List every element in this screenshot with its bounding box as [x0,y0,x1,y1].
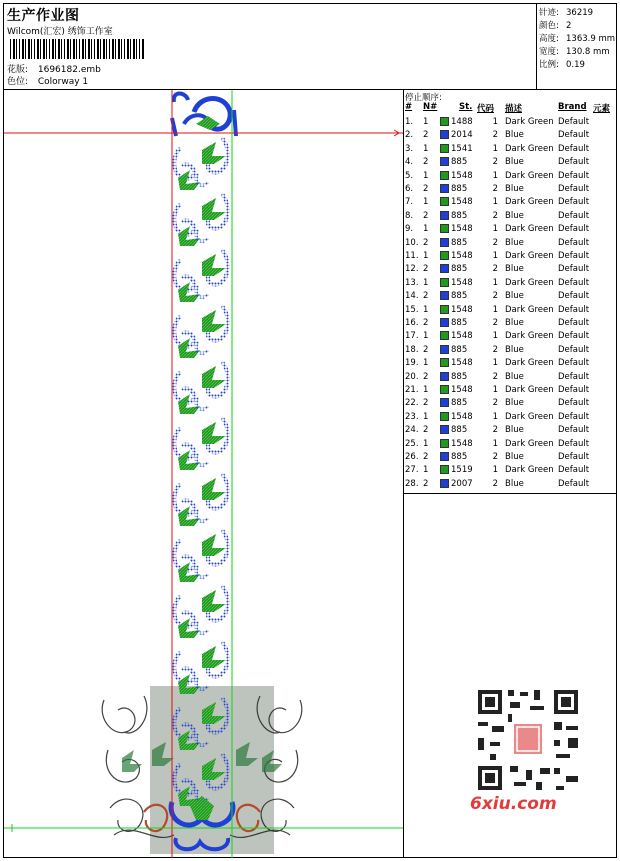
stop-row [404,250,616,263]
col-description: 描述 [505,104,523,114]
stop-row [404,210,616,223]
stop-index: 21. [405,385,419,395]
color-swatch [440,197,449,206]
stop-code: 1 [492,117,498,127]
stop-row [404,344,616,357]
stop-description: Dark Green [505,358,554,369]
stop-index: 18. [405,344,419,355]
stop-row [404,464,616,477]
stop-row [404,223,616,236]
stop-needle: 2 [423,318,429,328]
stop-stitches: 1548 [451,358,473,369]
stop-needle: 2 [423,210,429,221]
stop-code: 2 [492,130,498,141]
stop-sequence-header [404,102,616,115]
color-swatch [440,318,449,327]
stop-needle: 1 [423,465,429,476]
stop-description: Dark Green [505,224,554,235]
stop-index: 28. [405,478,419,489]
stop-row [404,478,616,491]
color-swatch [440,412,449,421]
stop-row [404,384,616,397]
stop-stitches: 885 [451,452,468,462]
color-swatch [440,211,449,220]
stop-stitches: 2014 [451,130,473,141]
stop-stitches: 885 [451,425,468,436]
stat-colors: 颜色: 2 [539,21,572,31]
stop-stitches: 1519 [451,465,473,476]
stop-brand: Default [558,331,590,342]
stop-code: 2 [492,318,498,328]
stop-index: 7. [405,197,414,208]
color-swatch [440,398,449,407]
stop-description: Blue [505,478,524,489]
stop-needle: 1 [423,411,429,422]
color-swatch [440,144,449,153]
stop-needle: 1 [423,358,429,369]
stop-stitches: 885 [451,237,468,248]
stop-description: Dark Green [505,277,554,288]
stop-brand: Default [558,197,590,208]
stop-code: 2 [492,371,498,382]
header-info [4,4,536,90]
stop-index: 4. [405,157,414,168]
stop-row [404,143,616,156]
stop-index: 13. [405,277,419,288]
stop-needle: 2 [423,184,429,194]
stop-code: 1 [492,438,498,449]
design-preview [4,90,404,858]
stop-description: Blue [505,318,524,328]
stop-description: Blue [505,452,524,462]
stop-index: 24. [405,425,419,436]
stop-description: Dark Green [505,117,554,127]
stop-stitches: 885 [451,157,468,168]
stop-row [404,397,616,410]
stop-row [404,129,616,142]
stop-row [404,263,616,276]
stop-code: 2 [492,291,498,302]
stop-index: 5. [405,170,414,181]
stop-stitches: 885 [451,318,468,328]
stop-stitches: 2007 [451,478,473,489]
stop-sequence-panel [404,90,616,494]
stop-description: Dark Green [505,331,554,342]
stop-needle: 2 [423,157,429,168]
stat-stitches: 针迹: 36219 [539,8,594,18]
stop-index: 26. [405,452,419,462]
col-brand: Brand [558,102,587,112]
stop-description: Dark Green [505,170,554,181]
color-swatch [440,117,449,126]
stop-stitches: 1548 [451,277,473,288]
stop-row [404,357,616,370]
col-code: 代码 [477,104,495,114]
stop-index: 10. [405,237,419,248]
stop-index: 23. [405,411,419,422]
stop-row [404,290,616,303]
stop-code: 1 [492,251,498,261]
stop-row [404,451,616,464]
stop-index: 17. [405,331,419,342]
stop-brand: Default [558,318,590,328]
stop-index: 11. [405,251,419,261]
stop-needle: 2 [423,425,429,436]
colorway-value: Colorway 1 [37,77,89,87]
stop-description: Blue [505,210,524,221]
color-swatch [440,331,449,340]
stop-code: 1 [492,465,498,476]
stop-code: 1 [492,385,498,395]
stat-scale: 比例: 0.19 [539,60,585,70]
stop-index: 15. [405,304,419,315]
stop-code: 2 [492,237,498,248]
stop-needle: 1 [423,224,429,235]
stop-brand: Default [558,344,590,355]
qr-code-image [470,682,586,812]
stop-needle: 2 [423,371,429,382]
stop-row [404,156,616,169]
stop-index: 14. [405,291,419,302]
stop-needle: 1 [423,277,429,288]
stop-description: Blue [505,184,524,194]
color-swatch [440,385,449,394]
stop-description: Dark Green [505,438,554,449]
color-swatch [440,465,449,474]
stop-description: Blue [505,264,524,275]
color-swatch [440,479,449,488]
stop-code: 1 [492,224,498,235]
design-label: 花版: [7,65,29,75]
stop-code: 1 [492,197,498,208]
stop-needle: 2 [423,264,429,275]
stop-stitches: 885 [451,184,468,194]
stop-brand: Default [558,358,590,369]
stop-row [404,237,616,250]
stop-row [404,277,616,290]
stop-needle: 2 [423,237,429,248]
stop-description: Blue [505,157,524,168]
stop-code: 1 [492,331,498,342]
color-swatch [440,305,449,314]
stop-row [404,304,616,317]
stop-needle: 2 [423,344,429,355]
stop-row [404,317,616,330]
stop-code: 1 [492,411,498,422]
stop-stitches: 1548 [451,438,473,449]
stop-stitches: 1548 [451,251,473,261]
stop-stitches: 1488 [451,117,473,127]
stop-code: 2 [492,398,498,409]
stop-brand: Default [558,465,590,476]
color-swatch [440,171,449,180]
stop-brand: Default [558,385,590,395]
stop-description: Blue [505,130,524,141]
stop-stitches: 885 [451,371,468,382]
stop-brand: Default [558,438,590,449]
color-swatch [440,264,449,273]
design-file: 1696182.emb [37,65,101,75]
stop-brand: Default [558,371,590,382]
col-element: 元素 [593,104,611,114]
stop-stitches: 1548 [451,304,473,315]
color-swatch [440,358,449,367]
studio-name: Wilcom(汇宏) 绣饰工作室 [7,27,113,37]
stop-index: 25. [405,438,419,449]
color-swatch [440,251,449,260]
stop-row [404,183,616,196]
page-title: 生产作业图 [7,8,80,24]
watermark-brand: 6xiu.com [470,794,557,814]
stop-needle: 2 [423,291,429,302]
stop-needle: 2 [423,452,429,462]
stop-description: Dark Green [505,251,554,261]
col-stitches: St. [459,102,473,112]
stop-description: Dark Green [505,385,554,395]
stop-row [404,438,616,451]
stop-description: Blue [505,291,524,302]
stop-code: 1 [492,277,498,288]
stop-description: Dark Green [505,411,554,422]
stop-description: Blue [505,344,524,355]
color-swatch [440,425,449,434]
stop-brand: Default [558,304,590,315]
color-swatch [440,278,449,287]
color-swatch [440,130,449,139]
stop-description: Blue [505,398,524,409]
stop-description: Dark Green [505,197,554,208]
stop-code: 2 [492,452,498,462]
stop-needle: 2 [423,130,429,141]
stop-index: 8. [405,210,414,221]
col-needle: N# [423,102,438,112]
stop-brand: Default [558,411,590,422]
stop-description: Dark Green [505,143,554,154]
stop-stitches: 1548 [451,170,473,181]
stop-index: 6. [405,184,414,194]
stop-code: 1 [492,143,498,154]
stop-index: 16. [405,318,419,328]
color-swatch [440,372,449,381]
color-swatch [440,345,449,354]
stop-code: 2 [492,425,498,436]
stop-sequence-title: 停止顺序: [405,93,442,103]
stop-stitches: 1548 [451,331,473,342]
stop-index: 3. [405,143,414,154]
stop-needle: 1 [423,251,429,261]
stop-stitches: 885 [451,264,468,275]
color-swatch [440,291,449,300]
stop-code: 1 [492,358,498,369]
stop-code: 2 [492,157,498,168]
stop-needle: 1 [423,143,429,154]
stop-needle: 1 [423,304,429,315]
stop-description: Dark Green [505,304,554,315]
stop-needle: 1 [423,170,429,181]
stop-needle: 1 [423,331,429,342]
stop-index: 9. [405,224,414,235]
stop-brand: Default [558,478,590,489]
colorway-row [7,74,88,87]
color-swatch [440,157,449,166]
stop-needle: 2 [423,398,429,409]
stop-brand: Default [558,117,590,127]
stop-stitches: 1541 [451,143,473,154]
stop-brand: Default [558,291,590,302]
stat-height: 高度: 1363.9 mm [539,34,616,44]
stop-stitches: 885 [451,210,468,221]
color-swatch [440,452,449,461]
stop-index: 19. [405,358,419,369]
stop-brand: Default [558,237,590,248]
stop-description: Dark Green [505,465,554,476]
stop-brand: Default [558,398,590,409]
colorway-label: 色位: [7,77,29,87]
stop-stitches: 1548 [451,411,473,422]
stop-stitches: 1548 [451,197,473,208]
stop-brand: Default [558,184,590,194]
stop-description: Blue [505,371,524,382]
stop-needle: 1 [423,385,429,395]
sheet-header [4,4,616,90]
stats-panel [536,4,616,90]
color-swatch [440,184,449,193]
stop-needle: 1 [423,197,429,208]
lower-panel [404,494,616,858]
stop-index: 2. [405,130,414,141]
stop-stitches: 1548 [451,224,473,235]
stop-row [404,371,616,384]
stop-needle: 1 [423,117,429,127]
stop-description: Blue [505,237,524,248]
stop-brand: Default [558,143,590,154]
stop-description: Blue [505,425,524,436]
stop-code: 2 [492,478,498,489]
stop-stitches: 885 [451,398,468,409]
stop-brand: Default [558,425,590,436]
stop-code: 2 [492,264,498,275]
col-index: # [405,102,413,112]
stop-index: 27. [405,465,419,476]
color-swatch [440,439,449,448]
stop-brand: Default [558,210,590,221]
stop-brand: Default [558,264,590,275]
stop-brand: Default [558,251,590,261]
stop-row [404,424,616,437]
stop-stitches: 1548 [451,385,473,395]
color-swatch [440,224,449,233]
stop-brand: Default [558,130,590,141]
production-sheet [3,3,617,858]
stop-row [404,196,616,209]
stat-width: 宽度: 130.8 mm [539,47,610,57]
stop-row [404,116,616,129]
stop-row [404,411,616,424]
stop-index: 1. [405,117,414,127]
stop-needle: 2 [423,478,429,489]
stop-code: 2 [492,210,498,221]
barcode [10,39,145,59]
embroidery-design-image [4,90,404,858]
stop-row [404,170,616,183]
stop-stitches: 885 [451,344,468,355]
stop-code: 2 [492,344,498,355]
stop-index: 12. [405,264,419,275]
stop-index: 22. [405,398,419,409]
stop-stitches: 885 [451,291,468,302]
stop-code: 1 [492,170,498,181]
stop-brand: Default [558,452,590,462]
stop-index: 20. [405,371,419,382]
stop-brand: Default [558,170,590,181]
stop-row [404,330,616,343]
stop-needle: 1 [423,438,429,449]
stop-code: 1 [492,304,498,315]
stop-brand: Default [558,224,590,235]
color-swatch [440,238,449,247]
stop-code: 2 [492,184,498,194]
stop-brand: Default [558,157,590,168]
stop-brand: Default [558,277,590,288]
